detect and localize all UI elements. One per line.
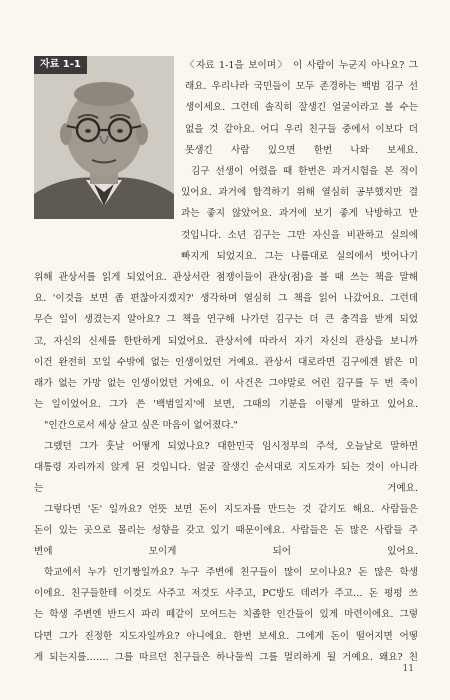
text-line: 게 되는지를……. 그를 따르던 친구들은 하나둘씩 그를 멀리하게 될 거예요. 왜요? 친 — [34, 651, 418, 663]
text-line: 래요. 우리나라 국민들이 모두 존경하는 백범 김구 선 — [185, 81, 418, 93]
text-line: 과는 좋지 않았어요. 과거에 보기 좋게 낙방하고 만 — [181, 208, 418, 220]
text-line: 는 일이었어요. 그가 쓴 '백범일지'에 보면, 그때의 기분을 이렇게 말하고 있어요. — [34, 399, 418, 411]
text-line: 그랬던 그가 훗날 어떻게 되었나요? 대한민국 임시정부의 주석, 오늘날로 말하면 — [44, 441, 418, 452]
text-line: 위해 관상서를 읽게 되었어요. 관상서란 점쟁이들이 관상(점)을 볼 때 쓰는 책을 말해 — [34, 272, 418, 283]
text-line: 는 거예요. — [34, 483, 418, 495]
text-line: 다면 그가 진정한 지도자일까요? 아니에요. 한번 보세요. 그에게 돈이 떨어지면 어떻 — [34, 630, 418, 642]
text-line: 생이세요. 그런데 솔직히 잘생긴 얼굴이라고 볼 수는 — [185, 102, 418, 114]
text-line: "인간으로서 세상 살고 싶은 마음이 없어졌다." — [44, 420, 238, 431]
paragraph-2 — [181, 161, 418, 267]
paragraph-2-continued — [34, 267, 418, 415]
text-line: 이건 완전히 꼬일 수밖에 없는 인생이었던 거예요. 관상서 대로라면 김구에겐 밝은 미 — [34, 356, 418, 368]
text-line: 대통령 자리까지 앉게 된 것입니다. 얼굴 잘생긴 순서대로 지도자가 되는 것이 아니라 — [34, 462, 418, 474]
paragraph-1 — [181, 55, 418, 161]
text-line: 래가 없는 가망 없는 인생이었던 거예요. 이 사건은 그야말로 어린 김구를 두 번 죽이 — [34, 378, 418, 390]
text-line: 돈이 있는 곳으로 몰리는 성향을 갖고 있기 때문이에요. 사람들은 돈 많은 사람들 주 — [34, 525, 418, 537]
portrait-photo — [34, 56, 174, 219]
page-number: 11 — [402, 664, 414, 674]
quote-line — [34, 415, 418, 436]
text-line: 이에요. 친구들한테 이것도 사주고 저것도 사주고, PC방도 데려가 주고… 돈 펑펑 쓰 — [34, 588, 418, 600]
text-line: 없을 것 같아요. 어디 우리 친구들 중에서 이보다 더 — [185, 123, 418, 135]
text-line: 고, 자신의 신세를 한탄하게 되었어요. 관상서에 따라서 자기 자신의 관상을 보니까 — [34, 335, 418, 347]
figure-1-1 — [34, 56, 174, 219]
text-line: 그렇다면 '돈' 일까요? 언뜻 보면 돈이 지도자를 만드는 것 같기도 해요. 사람들은 — [44, 504, 418, 515]
text-line: 〈자료 1-1을 보이며〉 이 사람이 누군지 아나요? 그 — [185, 60, 418, 71]
text-line: 는 학생 주변엔 반드시 파리 떼같이 모여드는 치졸한 인간들이 있게 마련이에요. 그렇 — [34, 609, 418, 621]
paragraph-3 — [34, 436, 418, 500]
text-line: 있어요. 과거에 합격하기 위해 열심히 공부했지만 결 — [181, 187, 418, 199]
text-line: 빠지게 되었지요. 그는 나름대로 실의에서 벗어나기 — [181, 250, 418, 262]
text-line: 요. '이것을 보면 좀 편찮아지겠지?' 생각하며 열심히 그 책을 읽어 나갔어요. 그런데 — [34, 293, 418, 305]
text-line: 못생긴 사람 있으면 한번 나와 보세요. — [185, 144, 418, 156]
text-line: 것입니다. 소년 김구는 그만 자신을 비관하고 실의에 — [181, 229, 418, 241]
text-line: 변에 모이게 되어 있어요. — [34, 546, 418, 558]
figure-label: 자료 1-1 — [34, 56, 87, 74]
text-line: 학교에서 누가 인기짱일까요? 누구 주변에 친구들이 많이 모이나요? 돈 많은 학생 — [44, 567, 418, 578]
paragraph-5 — [34, 562, 418, 668]
text-line: 김구 선생이 어렸을 때 한번은 과거시험을 본 적이 — [191, 166, 418, 177]
paragraph-4 — [34, 499, 418, 563]
text-line: 무슨 일이 생겼는지 알아요? 그 책을 연구해 나가던 김구는 더 큰 충격을 받게 되었 — [34, 314, 418, 326]
